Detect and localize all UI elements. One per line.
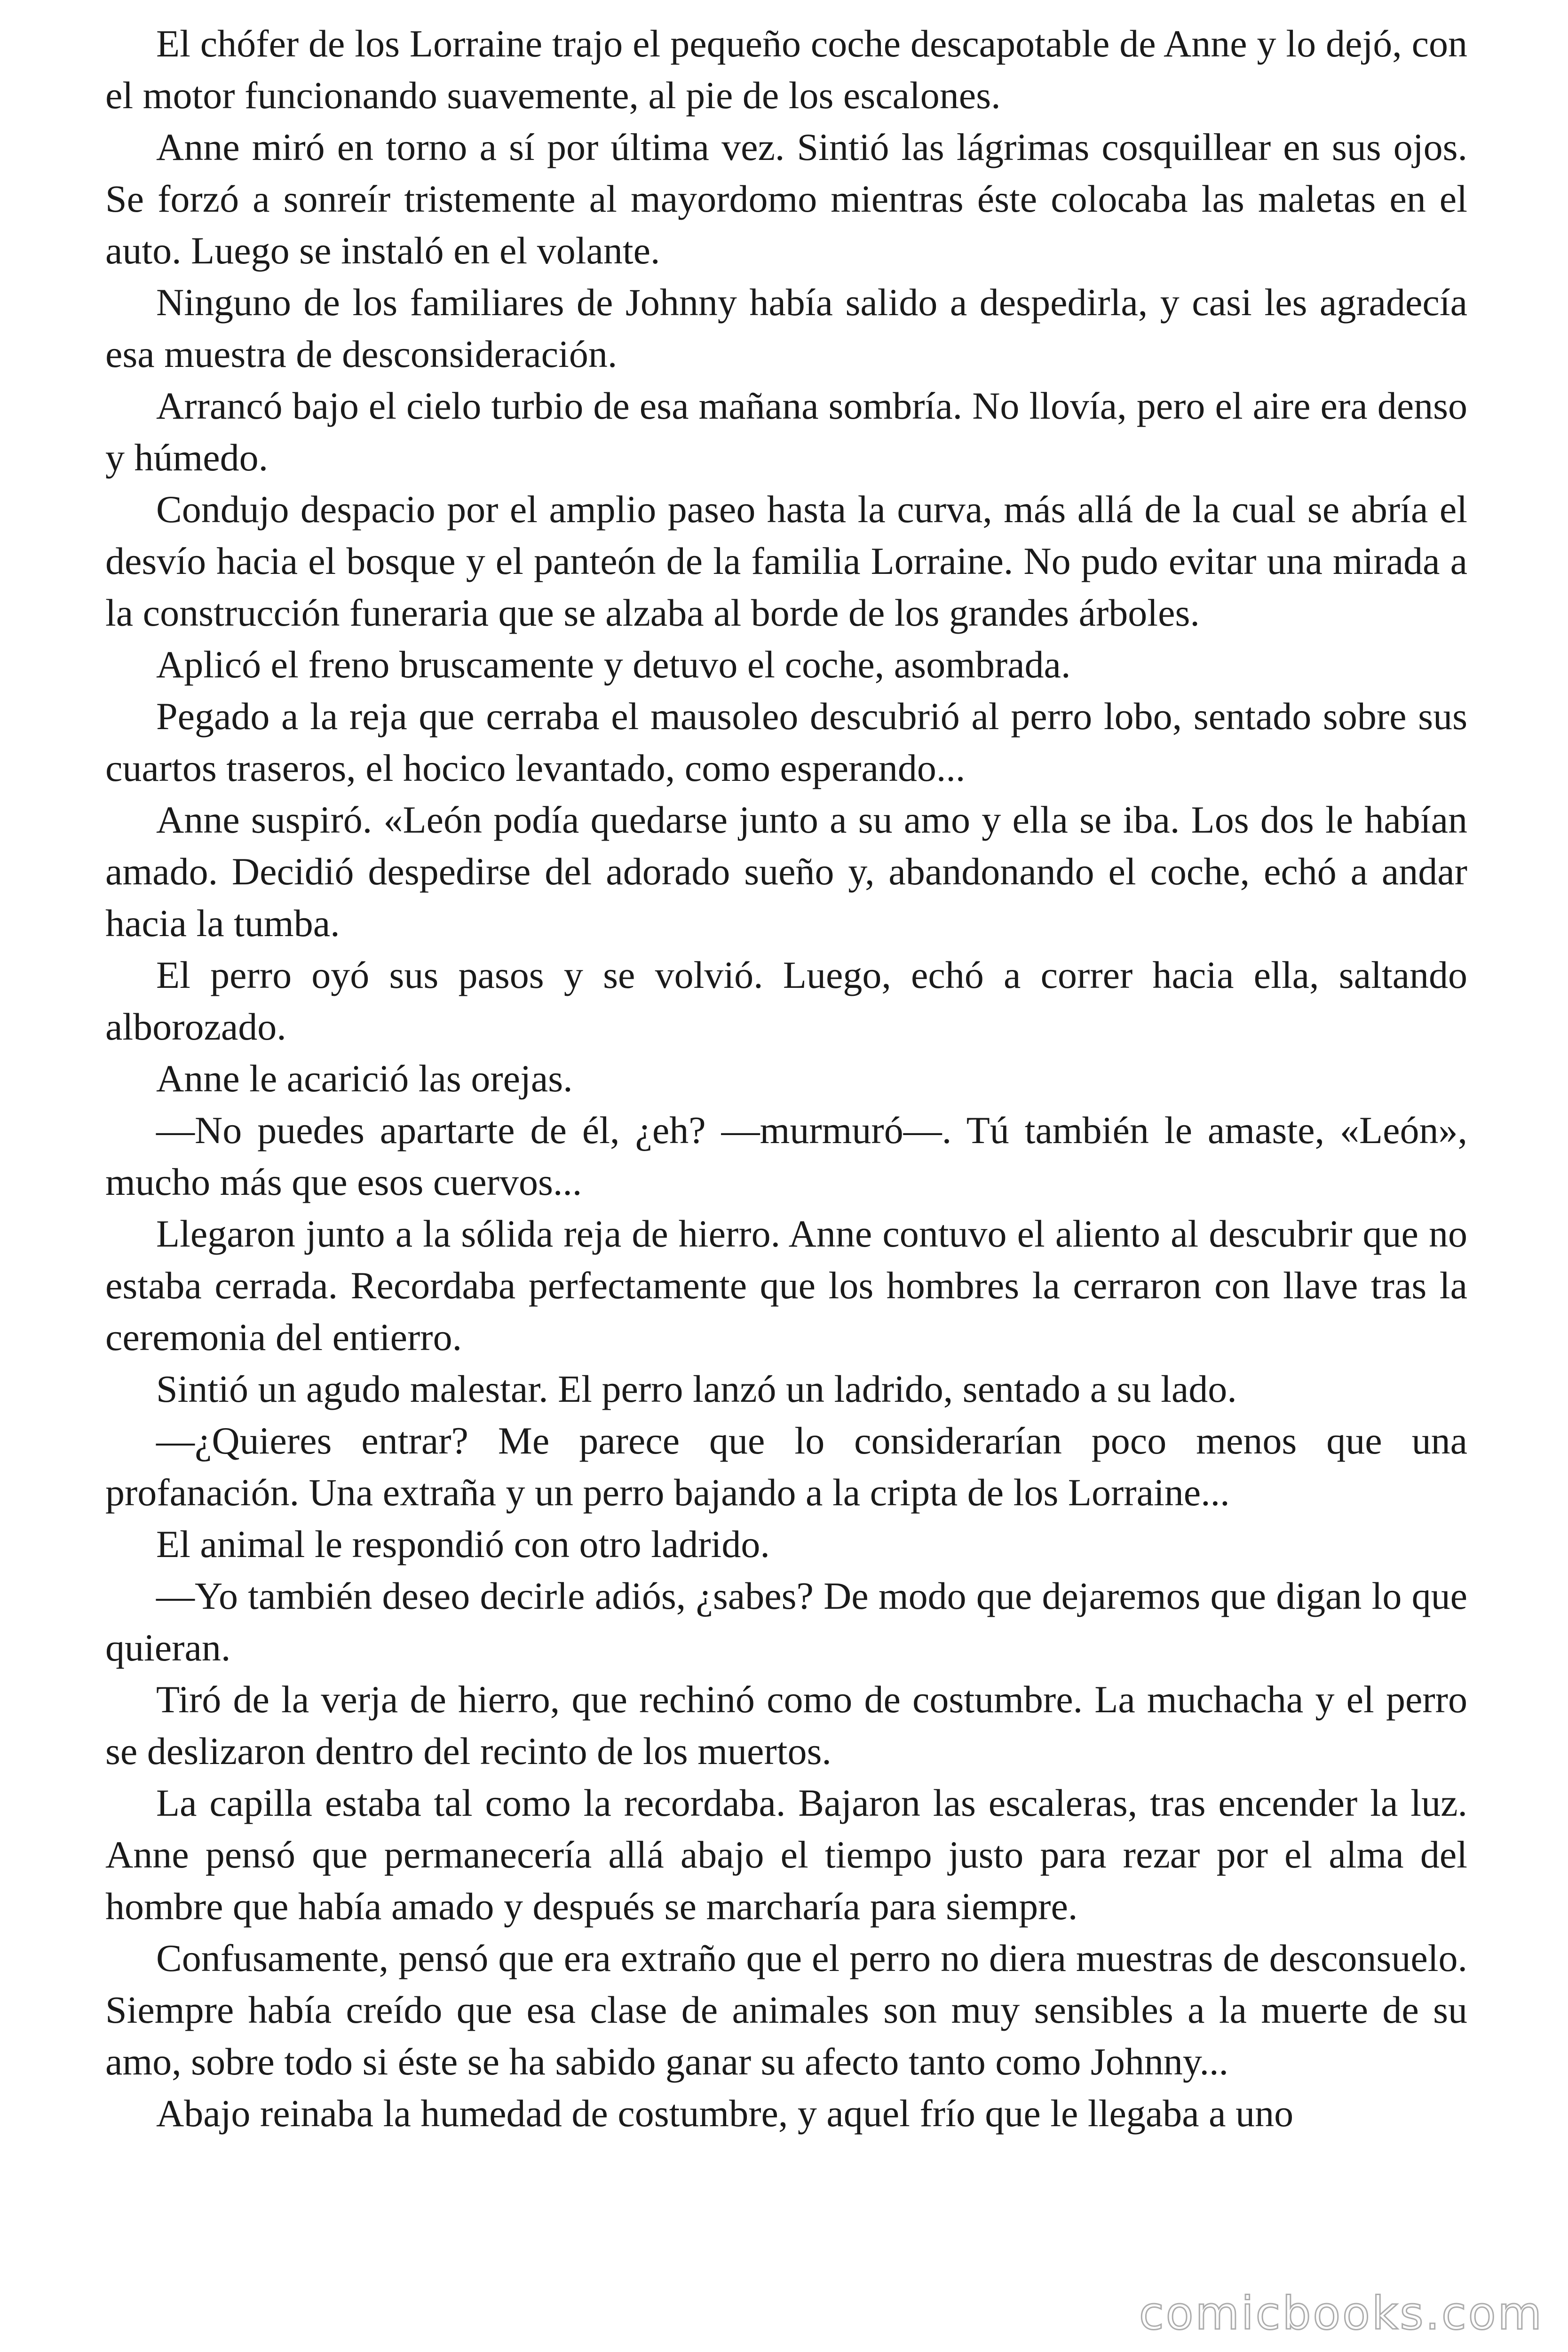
- paragraph: El chófer de los Lorraine trajo el pequeño coche descapotable de Anne y lo dejó, con el motor funcionando suavemente, al pie de los escalones.: [105, 22, 1467, 117]
- paragraph: Anne miró en torno a sí por última vez. Sintió las lágrimas cosquillear en sus ojos. Se forzó a sonreír tristemente al mayordomo mientras éste colocaba las maletas en el auto. Luego se instaló en el volante.: [105, 126, 1467, 272]
- paragraph: Anne suspiró. «León podía quedarse junto a su amo y ella se iba. Los dos le habían amado. Decidió despedirse del adorado sueño y, abandonando el coche, echó a andar hacia la tumba.: [105, 798, 1467, 945]
- paragraph: Tiró de la verja de hierro, que rechinó como de costumbre. La muchacha y el perro se deslizaron dentro del recinto de los muertos.: [105, 1678, 1467, 1772]
- watermark: comicbooks.com: [1139, 2287, 1544, 2340]
- paragraph: Condujo despacio por el amplio paseo hasta la curva, más allá de la cual se abría el desvío hacia el bosque y el panteón de la familia Lorraine. No pudo evitar una mirada a la construcción funeraria que se alzaba al borde de los grandes árboles.: [105, 488, 1467, 634]
- paragraph: La capilla estaba tal como la recordaba. Bajaron las escaleras, tras encender la luz. Anne pensó que permanecería allá abajo el tiempo justo para rezar por el alma del hombre que había amado y después se marcharía para siempre.: [105, 1781, 1467, 1928]
- paragraph: —¿Quieres entrar? Me parece que lo considerarían poco menos que una profanación. Una extraña y un perro bajando a la cripta de los Lorraine...: [105, 1419, 1467, 1514]
- paragraph: El animal le respondió con otro ladrido.: [156, 1523, 770, 1565]
- paragraph: —No puedes apartarte de él, ¿eh? —murmuró—. Tú también le amaste, «León», mucho más que esos cuervos...: [105, 1109, 1467, 1203]
- page-body: [105, 18, 1467, 2139]
- paragraph: Llegaron junto a la sólida reja de hierro. Anne contuvo el aliento al descubrir que no estaba cerrada. Recordaba perfectamente que los hombres la cerraron con llave tras la ceremonia del entierro.: [105, 1212, 1467, 1359]
- paragraph: Abajo reinaba la humedad de costumbre, y aquel frío que le llegaba a uno: [156, 2092, 1294, 2135]
- paragraph: Anne le acarició las orejas.: [156, 1057, 573, 1100]
- paragraph: Aplicó el freno bruscamente y detuvo el coche, asombrada.: [156, 643, 1071, 686]
- paragraph: Confusamente, pensó que era extraño que el perro no diera muestras de desconsuelo. Siempre había creído que esa clase de animales son muy sensibles a la muerte de su amo, sobre todo si éste se ha sabido ganar su afecto tanto como Johnny...: [105, 1937, 1467, 2083]
- paragraph: El perro oyó sus pasos y se volvió. Luego, echó a correr hacia ella, saltando alborozado.: [105, 954, 1467, 1048]
- paragraph: Sintió un agudo malestar. El perro lanzó un ladrido, sentado a su lado.: [156, 1367, 1237, 1410]
- paragraph: Pegado a la reja que cerraba el mausoleo descubrió al perro lobo, sentado sobre sus cuartos traseros, el hocico levantado, como esperando...: [105, 695, 1467, 789]
- paragraph: —Yo también deseo decirle adiós, ¿sabes? De modo que dejaremos que digan lo que quieran.: [105, 1574, 1467, 1669]
- paragraph: Ninguno de los familiares de Johnny había salido a despedirla, y casi les agradecía esa muestra de desconsideración.: [105, 281, 1467, 375]
- paragraph: Arrancó bajo el cielo turbio de esa mañana sombría. No llovía, pero el aire era denso y húmedo.: [105, 384, 1467, 479]
